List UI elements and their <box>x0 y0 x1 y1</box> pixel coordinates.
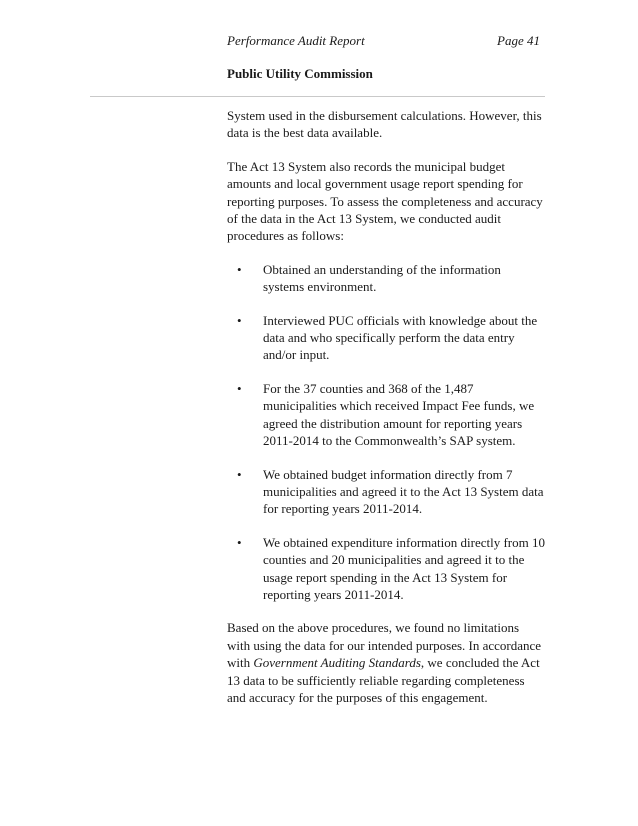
list-item <box>227 312 545 364</box>
paragraph-intro: System used in the disbursement calculations. However, this data is the best data available. <box>227 108 542 141</box>
list-item-text: We obtained expenditure information directly from 10 counties and 20 municipalities and agreed it to the usage report spending in the Act 13 System for reporting years 2011-2014. <box>263 534 545 602</box>
bullet-icon: • <box>237 380 242 396</box>
page-header <box>227 33 540 49</box>
list-item-text: Obtained an understanding of the information systems environment. <box>263 261 501 295</box>
conclusion-text-start: Based on the above procedures, we found no limitations with using the data for our intended purposes. In accordance with <box>227 620 542 671</box>
procedures-list <box>227 261 545 604</box>
list-item-text: For the 37 counties and 368 of the 1,487 municipalities which received Impact Fee funds, we agreed the distribution amount for reporting years 2011-2014 to the Commonwealth’s SAP system. <box>263 380 535 449</box>
list-item <box>227 380 545 450</box>
list-item <box>227 534 545 604</box>
header-divider <box>90 96 545 97</box>
report-title: Performance Audit Report <box>227 33 365 48</box>
conclusion-text-end: , we concluded the Act 13 data to be sufficiently reliable regarding completeness and accuracy for the purposes of this engagement. <box>227 655 540 705</box>
page-number: Page 41 <box>497 33 540 48</box>
paragraph-conclusion <box>227 619 545 706</box>
document-body <box>227 107 545 722</box>
standards-title: Government Auditing Standards <box>253 655 421 671</box>
list-item <box>227 466 545 518</box>
list-item <box>227 261 545 296</box>
list-item-text: Interviewed PUC officials with knowledge about the data and who specifically perform the data entry and/or input. <box>263 312 538 363</box>
bullet-icon: • <box>237 261 242 277</box>
paragraph-procedures: The Act 13 System also records the municipal budget amounts and local government usage report spending for reporting purposes. To assess the completeness and accuracy of the data in the Act 13 System, we conducted audit procedures as follows: <box>227 158 543 244</box>
bullet-icon: • <box>237 534 242 550</box>
bullet-icon: • <box>237 312 242 328</box>
list-item-text: We obtained budget information directly from 7 municipalities and agreed it to the Act 13 System data for reporting years 2011-2014. <box>263 466 544 517</box>
bullet-icon: • <box>237 466 242 482</box>
agency-name: Public Utility Commission <box>227 66 373 81</box>
